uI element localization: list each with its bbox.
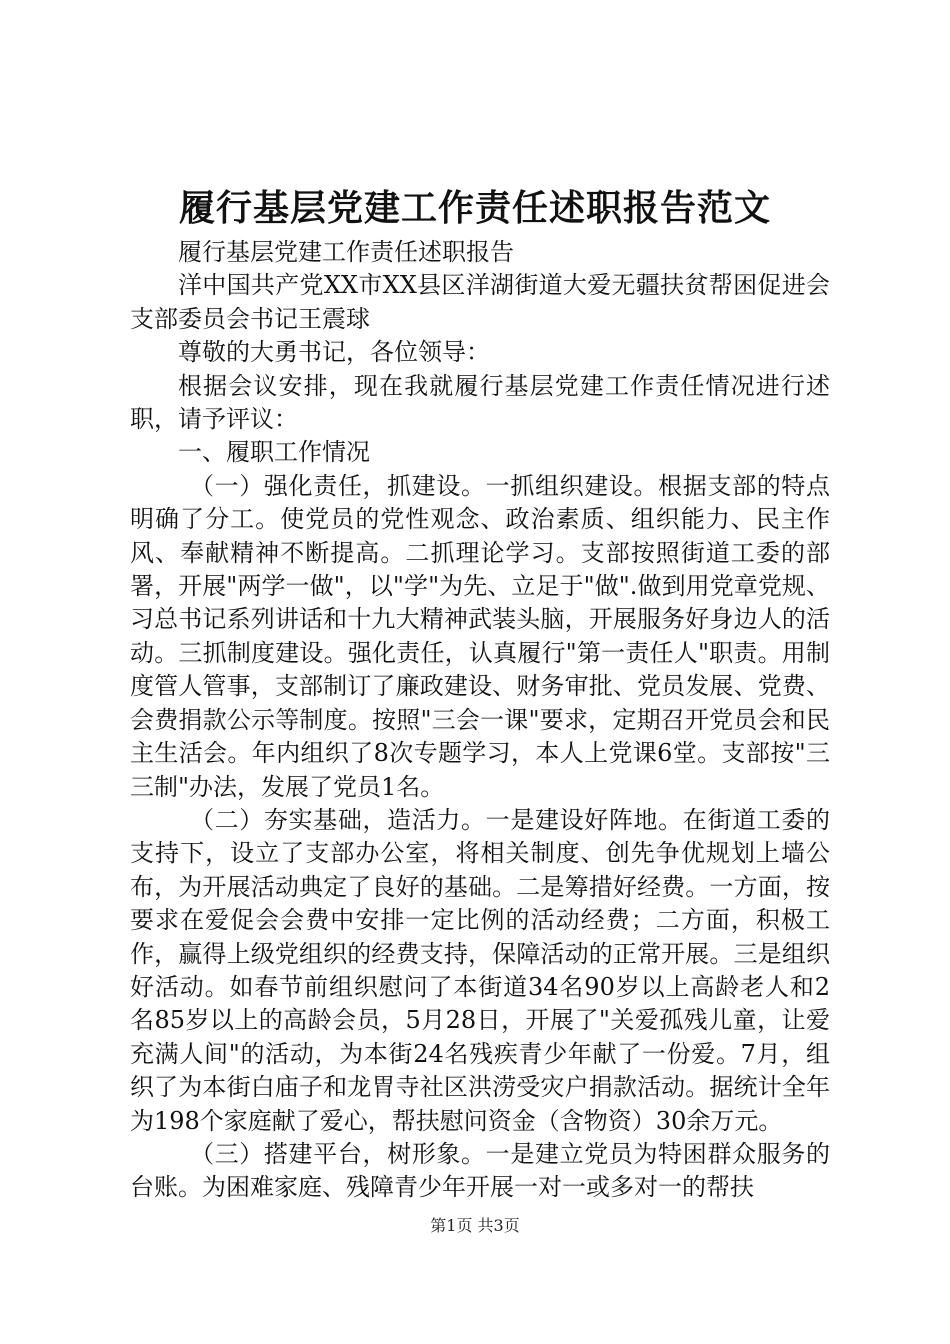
- paragraph-salutation: 尊敬的大勇书记，各位领导：: [178, 338, 490, 367]
- paragraph-section-1-3: （三）搭建平台，树形象。一是建立党员为特困群众服务的台账。为困难家庭、残障青少年开展一对一或多对一的帮扶: [130, 1139, 830, 1202]
- paragraph-intro: 根据会议安排，现在我就履行基层党建工作责任情况进行述职，请予评议：: [130, 371, 830, 434]
- document-body: [130, 236, 830, 1205]
- paragraph-section-1-1: （一）强化责任，抓建设。一抓组织建设。根据支部的特点明确了分工。使党员的党性观念、政治素质、组织能力、民主作风、奉献精神不断提高。二抓理论学习。支部按照街道工委的部署，开展"两学一做"，以"学"为先、立足于"做".做到用党章党规、习总书记系列讲话和十九大精神武装头脑，开展服务好身边人的活动。三抓制度建设。强化责任，认真履行"第一责任人"职责。用制度管人管事，支部制订了廉政建设、财务审批、党员发展、党费、会费捐款公示等制度。按照"三会一课"要求，定期召开党员会和民主生活会。年内组织了8次专题学习，本人上党课6堂。支部按"三三制"办法，发展了党员1名。: [130, 471, 830, 801]
- paragraph-author-line: 洋中国共产党XX市XX县区洋湖街道大爱无疆扶贫帮困促进会支部委员会书记王震球: [130, 271, 830, 333]
- section-heading-1: 一、履职工作情况: [178, 438, 370, 467]
- paragraph-report-heading: 履行基层党建工作责任述职报告: [178, 238, 514, 266]
- page-footer: 第1页 共3页: [430, 1216, 520, 1235]
- paragraph-section-1-2: （二）夯实基础，造活力。一是建设好阵地。在街道工委的支持下，设立了支部办公室，将相关制度、创先争优规划上墙公布，为开展活动典定了良好的基础。二是筹措好经费。一方面，按要求在爱促会会费中安排一定比例的活动经费；二方面，积极工作，赢得上级党组织的经费支持，保障活动的正常开展。三是组织好活动。如春节前组织慰问了本街道34名90岁以上高龄老人和2名85岁以上的高龄会员，5月28日，开展了"关爱孤残儿童，让爱充满人间"的活动，为本街24名残疾青少年献了一份爱。7月，组织了为本街白庙子和龙胃寺社区洪涝受灾户捐款活动。据统计全年为198个家庭献了爱心，帮扶慰问资金（含物资）30余万元。: [130, 805, 830, 1135]
- document-title: 履行基层党建工作责任述职报告范文: [178, 187, 771, 229]
